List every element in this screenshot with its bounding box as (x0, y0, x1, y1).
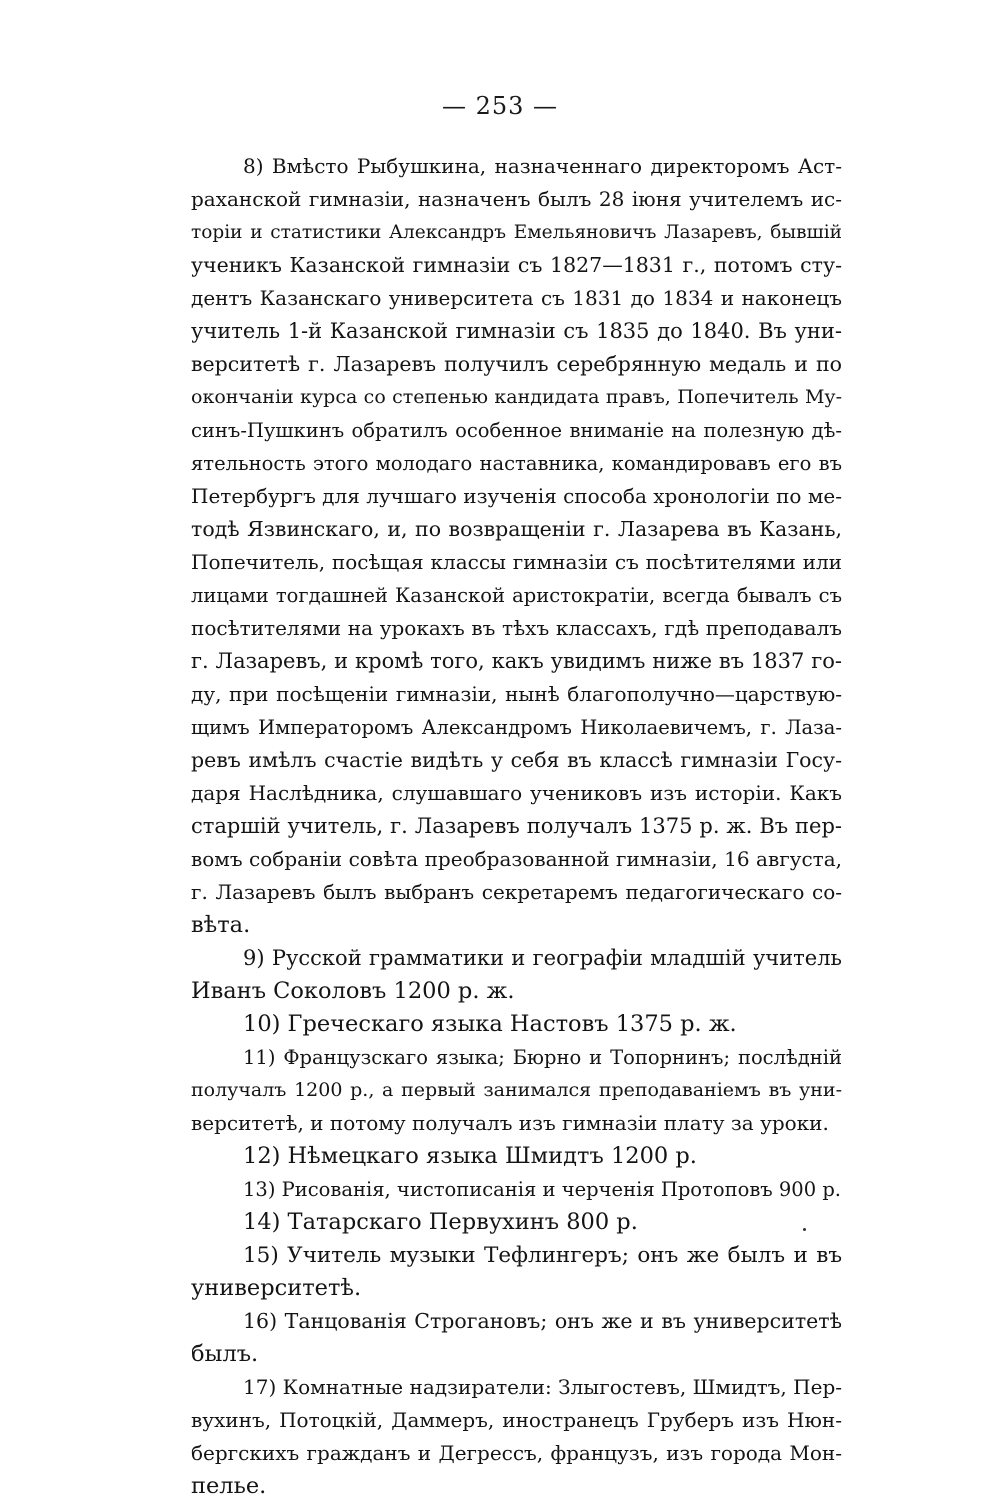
text-line: пелье. (191, 1473, 267, 1499)
text-line: посѣтителями на урокахъ въ тѣхъ классахъ, гдѣ преподавалъ (191, 616, 842, 640)
text-line: верситетѣ, и потому получалъ изъ гимназіи плату за уроки. (191, 1111, 829, 1135)
text-line: 11) Французскаго языка; Бюрно и Топорнинъ; послѣдній (243, 1046, 842, 1069)
text-line: ученикъ Казанской гимназіи съ 1827—1831 г., потомъ сту- (191, 253, 842, 277)
text-line: старшій учитель, г. Лазаревъ получалъ 1375 р. ж. Въ пер- (191, 814, 842, 838)
text-line: лицами тогдашней Казанской аристократіи, всегда бывалъ съ (191, 584, 842, 607)
text-line: тодѣ Язвинскаго, и, по возвращеніи г. Лазарева въ Казань, (191, 517, 842, 541)
text-line: 14) Татарскаго Первухинъ 800 р. (243, 1209, 638, 1235)
text-line: 12) Нѣмецкаго языка Шмидтъ 1200 р. (243, 1143, 697, 1169)
text-line: вѣта. (191, 912, 251, 938)
text-line: вомъ собраніи совѣта преобразованной гимназіи, 16 августа, (191, 847, 842, 871)
text-line: получалъ 1200 р., а первый занимался преподаваніемъ въ уни- (191, 1079, 842, 1101)
text-line: 9) Русской грамматики и географіи младшій учитель (243, 946, 842, 970)
text-line: окончаніи курса со степенью кандидата правъ, Попечитель Му- (191, 386, 842, 408)
body-text (191, 150, 842, 1503)
text-line: дентъ Казанскаго университета съ 1831 до 1834 и наконецъ (191, 286, 842, 310)
text-line: 17) Комнатные надзиратели: Злыгостевъ, Шмидтъ, Пер- (243, 1375, 842, 1399)
text-line: щимъ Императоромъ Александромъ Николаевичемъ, г. Лаза- (191, 716, 842, 739)
text-line: былъ. (191, 1341, 259, 1367)
text-line: 15) Учитель музыки Тефлингеръ; онъ же былъ и въ (243, 1243, 842, 1268)
text-line: 10) Греческаго языка Настовъ 1375 р. ж. (243, 1011, 737, 1037)
text-line: г. Лазаревъ былъ выбранъ секретаремъ педагогическаго со- (191, 880, 842, 904)
text-line: Иванъ Соколовъ 1200 р. ж. (191, 978, 515, 1004)
text-line: даря Наслѣдника, слушавшаго учениковъ изъ исторіи. Какъ (191, 781, 842, 805)
text-line: вухинъ, Потоцкій, Даммеръ, иностранецъ Груберъ изъ Нюн- (191, 1408, 842, 1432)
text-line: торіи и статистики Александръ Емельяновичъ Лазаревъ, бывшій (191, 222, 842, 243)
text-line: университетѣ. (191, 1275, 362, 1301)
text-line: Петербургъ для лучшаго изученія способа хронологіи по ме- (191, 484, 842, 508)
text-line: Попечитель, посѣщая классы гимназіи съ посѣтителями или (191, 550, 842, 574)
text-line: 8) Вмѣсто Рыбушкина, назначеннаго директоромъ Аст- (243, 154, 842, 178)
text-line: раханской гимназіи, назначенъ былъ 28 іюня учителемъ ис- (191, 187, 842, 211)
text-line: г. Лазаревъ, и кромѣ того, какъ увидимъ ниже въ 1837 го- (191, 649, 842, 673)
text-line: 13) Рисованія, чистописанія и черченія Протоповъ 900 р. (243, 1178, 841, 1201)
text-line: синъ-Пушкинъ обратилъ особенное вниманіе на полезную дѣ- (191, 419, 842, 442)
text-line: учитель 1-й Казанской гимназіи съ 1835 до 1840. Въ уни- (191, 319, 842, 343)
page-number: — 253 — (441, 92, 559, 120)
print-speck (803, 1228, 806, 1231)
text-line: ятельность этого молодаго наставника, командировавъ его въ (191, 452, 842, 475)
text-line: ревъ имѣлъ счастіе видѣть у себя въ классѣ гимназіи Госу- (191, 748, 842, 772)
text-line: 16) Танцованія Строгановъ; онъ же и въ университетѣ (243, 1309, 842, 1333)
text-line: верситетѣ г. Лазаревъ получилъ серебрянную медаль и по (191, 352, 842, 376)
text-line: ду, при посѣщеніи гимназіи, нынѣ благополучно—царствую- (191, 682, 842, 706)
text-line: бергскихъ гражданъ и Дегрессъ, французъ, изъ города Мон- (191, 1441, 842, 1465)
